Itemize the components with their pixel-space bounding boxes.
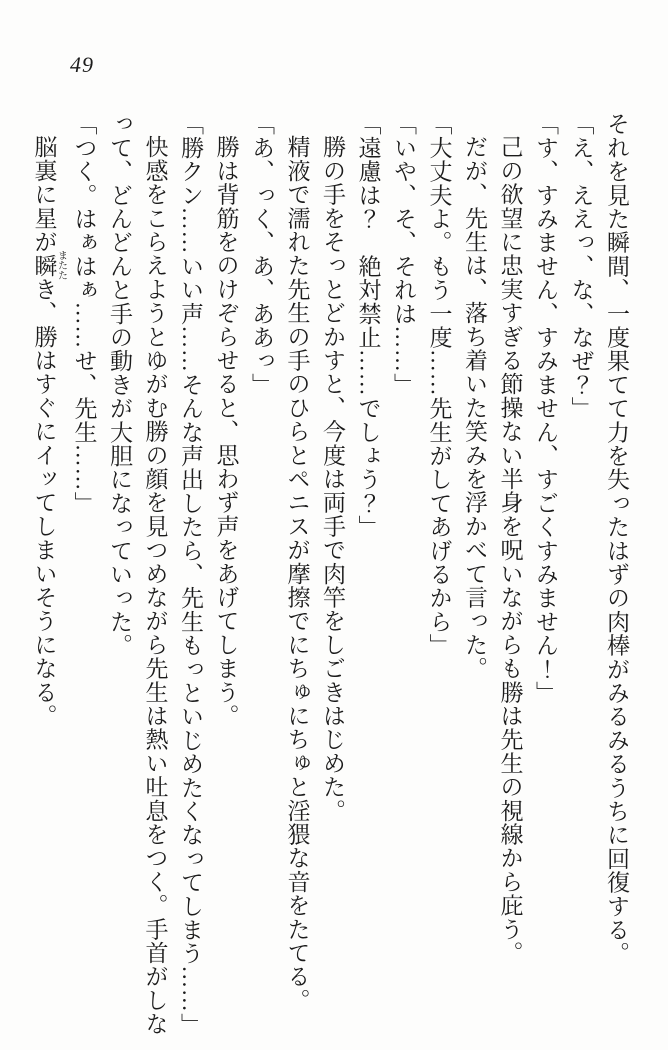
text-paragraph: 「遠慮は？ 絶対禁止……でしょう？」 <box>355 112 381 539</box>
text-paragraph: それを見た瞬間、一度果てて力を失ったはずの肉棒がみるみるうちに回復する。 <box>604 112 629 966</box>
text-paragraph: 「あ、っく、あ、ああっ」 <box>249 112 274 397</box>
text-paragraph: 「いや、そ、それは……」 <box>391 112 416 397</box>
vertical-text-block <box>26 112 634 1038</box>
text-paragraph: 己の欲望に忠実すぎる節操ない半身を呪いながらも勝は先生の視線から庇う。 <box>497 135 523 965</box>
text-paragraph: 脳裏に星が瞬 またたき、勝はすぐにイッてしまいそうになる。 <box>31 135 67 728</box>
text-paragraph: 「え、ええっ、な、なぜ？」 <box>568 112 594 421</box>
text-paragraph: 「勝クン……いい声……そんな声出したら、先生もっといじめたくなってしまう……」 <box>178 112 203 1037</box>
text-paragraph: だが、先生は、落ち着いた笑みを浮かべて言った。 <box>462 135 487 681</box>
text-paragraph: 「つく。はぁはぁ……せ、先生……」 <box>71 112 97 515</box>
text-paragraph: 「大丈夫よ。もう一度……先生がしてあげるから」 <box>426 112 452 658</box>
text-paragraph: 勝は背筋をのけぞらせると、思わず声をあげてしまう。 <box>213 135 239 728</box>
text-paragraph: 快感をこらえようとゆがむ勝の顔を見つめながら先生は熱い吐息をつく。手首がしなって、どんどんと手の動きが大胆になっていった。 <box>107 112 168 1036</box>
ruby-annotation: 瞬 またた <box>31 250 67 281</box>
text-paragraph: 勝の手をそっとどかすと、今度は両手で肉竿をしごきはじめた。 <box>320 135 345 823</box>
text-paragraph: 「す、すみません、すみません、すごくすみません！」 <box>533 112 558 705</box>
page-number: 49 <box>70 52 94 77</box>
text-paragraph: 精液で濡れた先生の手のひらとペニスが摩擦でにちゅにちゅと淫猥な音をたてる。 <box>284 135 310 1012</box>
